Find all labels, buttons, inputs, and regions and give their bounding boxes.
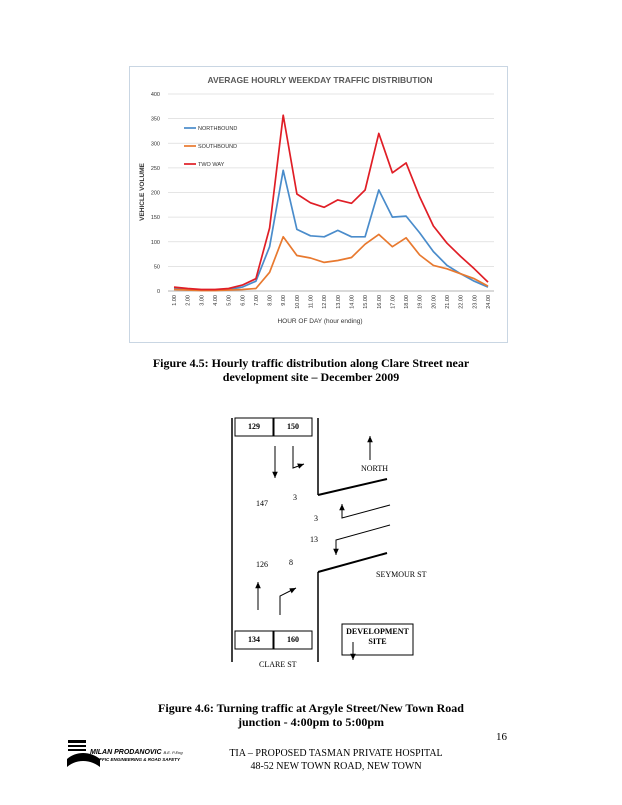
development-site-label-line1: DEVELOPMENT xyxy=(346,627,409,636)
y-tick-label: 350 xyxy=(150,116,160,123)
y-tick-label: 0 xyxy=(156,289,160,295)
logo-tagline: TRAFFIC ENGINEERING & ROAD SAFETY xyxy=(90,757,181,762)
figure-4-6-caption-line2: junction - 4:00pm to 5:00pm xyxy=(238,715,384,729)
logo-name-text: MILAN PRODANOVIC xyxy=(90,749,162,756)
figure-4-6-caption xyxy=(100,701,522,729)
x-tick-label: 21.00 xyxy=(445,295,452,309)
logo-name xyxy=(90,749,183,756)
page-number: 16 xyxy=(496,731,507,743)
figure-4-6-caption-line1: Figure 4.6: Turning traffic at Argyle Street/New Town Road xyxy=(158,701,464,715)
x-tick-label: 4.00 xyxy=(212,295,219,306)
box-bottom-right-value: 160 xyxy=(287,635,299,644)
x-tick-label: 6.00 xyxy=(240,295,247,306)
seymour-st-north-edge xyxy=(318,479,387,495)
logo-suffix: B.E. P.Eng xyxy=(163,750,183,755)
x-tick-label: 13.00 xyxy=(335,295,342,309)
y-tick-label: 250 xyxy=(150,165,160,172)
y-tick-label: 150 xyxy=(150,215,160,222)
figure-4-5-caption-line1: Figure 4.5: Hourly traffic distribution along Clare Street near xyxy=(152,356,470,370)
company-logo xyxy=(66,737,236,773)
x-tick-label: 3.00 xyxy=(199,295,206,306)
legend-label: TWO WAY xyxy=(198,162,225,168)
volume-147: 147 xyxy=(256,499,268,508)
legend-label: NORTHBOUND xyxy=(198,126,238,132)
box-bottom-left-value: 134 xyxy=(248,635,260,644)
y-tick-label: 50 xyxy=(153,264,160,271)
x-tick-label: 22.00 xyxy=(458,295,465,309)
x-tick-label: 19.00 xyxy=(417,295,424,309)
y-tick-label: 200 xyxy=(150,190,160,197)
x-tick-label: 14.00 xyxy=(349,295,356,309)
x-tick-label: 18.00 xyxy=(404,295,411,309)
x-tick-label: 23.00 xyxy=(472,295,479,309)
y-tick-label: 300 xyxy=(150,141,160,148)
seymour-st-label: SEYMOUR ST xyxy=(376,570,427,579)
legend-label: SOUTHBOUND xyxy=(198,144,238,150)
x-tick-label: 15.00 xyxy=(363,295,370,309)
seymour-left-out-arrow xyxy=(336,525,390,555)
volume-8: 8 xyxy=(289,558,293,567)
box-top-right-value: 150 xyxy=(287,422,299,431)
volume-3-seymour-right: 3 xyxy=(314,514,318,523)
x-tick-label: 17.00 xyxy=(390,295,397,309)
box-top-left-value: 129 xyxy=(248,422,260,431)
volume-3-south-left: 3 xyxy=(293,493,297,502)
development-site-label-line2: SITE xyxy=(368,637,387,646)
footer xyxy=(216,747,456,773)
x-tick-label: 7.00 xyxy=(253,295,260,306)
x-tick-label: 1.00 xyxy=(172,295,178,306)
x-axis-label: HOUR OF DAY (hour ending) xyxy=(277,318,363,325)
x-tick-label: 20.00 xyxy=(431,295,438,309)
nb-right-arrow xyxy=(280,588,296,615)
footer-line1: TIA – PROPOSED TASMAN PRIVATE HOSPITAL xyxy=(229,748,443,759)
x-tick-label: 5.00 xyxy=(226,295,233,306)
x-tick-label: 2.00 xyxy=(185,295,192,306)
x-tick-label: 9.00 xyxy=(281,295,288,306)
volume-13: 13 xyxy=(310,535,318,544)
chart-title: AVERAGE HOURLY WEEKDAY TRAFFIC DISTRIBUTION xyxy=(207,75,433,85)
x-tick-label: 12.00 xyxy=(322,295,329,309)
clare-st-label: CLARE ST xyxy=(259,660,297,669)
x-tick-label: 16.00 xyxy=(376,295,383,309)
y-tick-label: 400 xyxy=(150,92,160,98)
north-label: NORTH xyxy=(361,464,389,473)
y-tick-label: 100 xyxy=(150,239,160,246)
footer-line2: 48-52 NEW TOWN ROAD, NEW TOWN xyxy=(250,761,422,772)
x-tick-label: 10.00 xyxy=(294,295,301,309)
figure-4-5-caption-line2: development site – December 2009 xyxy=(222,370,400,384)
x-tick-label: 11.00 xyxy=(308,295,315,309)
x-tick-label: 24.00 xyxy=(486,295,492,309)
volume-126: 126 xyxy=(256,560,268,569)
seymour-right-out-arrow xyxy=(342,504,390,518)
y-axis-label: VEHICLE VOLUME xyxy=(139,163,146,221)
x-tick-label: 8.00 xyxy=(267,295,274,306)
sb-left-arrow xyxy=(293,446,304,468)
